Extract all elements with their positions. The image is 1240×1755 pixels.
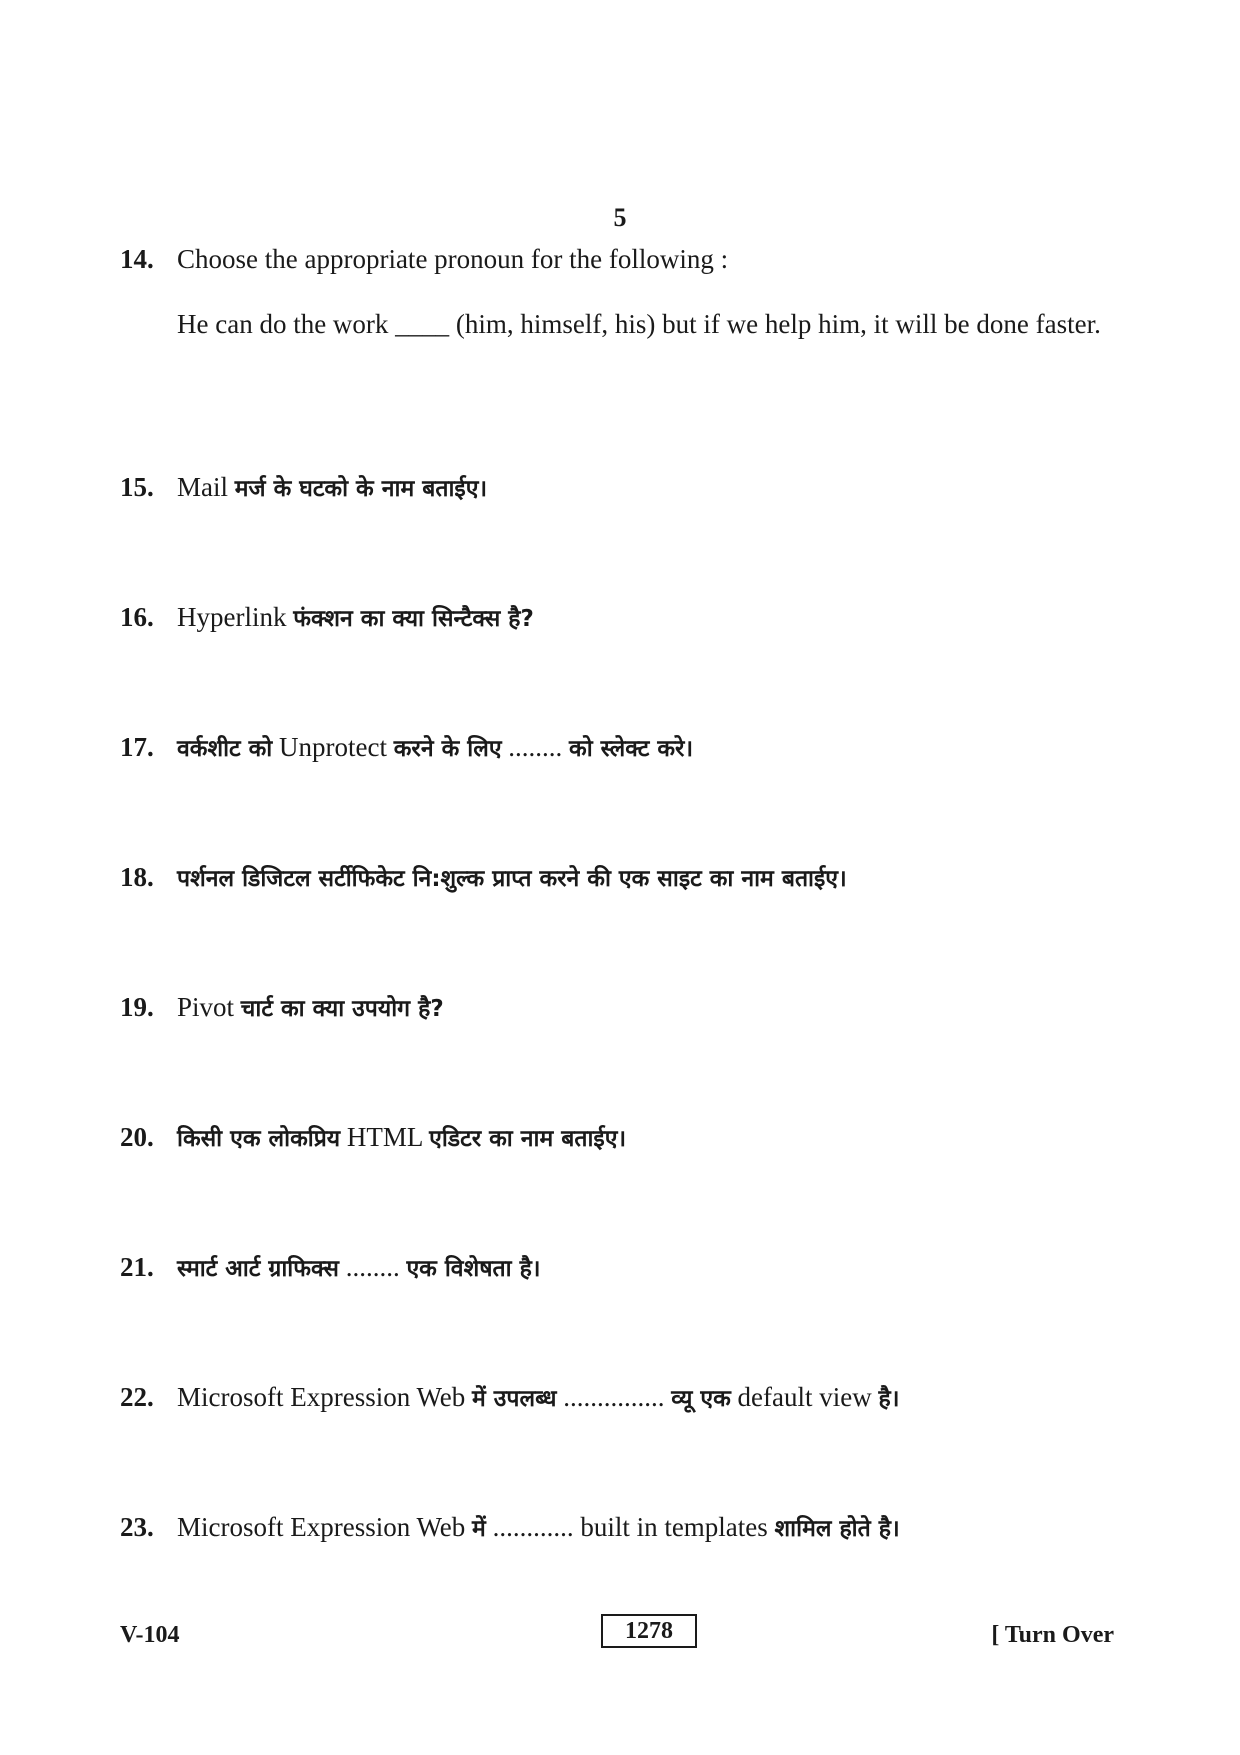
- question-english-text: Microsoft Expression Web: [177, 1512, 466, 1542]
- question-english-text: built in templates: [580, 1512, 768, 1542]
- question-number: 17.: [120, 732, 154, 762]
- question-text: [177, 1510, 1125, 1546]
- question-english-text: Mail: [177, 472, 228, 502]
- question-hindi-text: को स्लेक्ट करे।: [569, 736, 694, 762]
- question-17: [120, 730, 1125, 766]
- question-number: 16.: [120, 602, 154, 632]
- question-20: [120, 1120, 1125, 1156]
- question-hindi-text: स्मार्ट आर्ट ग्राफिक्स: [177, 1256, 339, 1282]
- question-text: [177, 730, 1125, 766]
- question-hindi-text: वर्कशीट को: [177, 736, 273, 762]
- question-text: [177, 1120, 1125, 1156]
- question-text: [177, 1250, 1125, 1286]
- question-english-text: default view: [737, 1382, 872, 1412]
- question-hindi-text: पर्शनल डिजिटल सर्टीफिकेट नि:शुल्क प्राप्त करने की एक साइट का नाम बताईए।: [177, 866, 847, 892]
- question-hindi-text: फंक्शन का क्या सिन्टैक्स है?: [293, 606, 534, 632]
- question-15: [120, 470, 1125, 506]
- question-21: [120, 1250, 1125, 1286]
- question-english-text: Hyperlink: [177, 602, 287, 632]
- question-hindi-text: करने के लिए: [393, 736, 502, 762]
- paper-code: V-104: [120, 1622, 180, 1648]
- question-16: [120, 600, 1125, 636]
- question-number: 14.: [120, 244, 154, 274]
- question-23: [120, 1510, 1125, 1546]
- question-22: [120, 1380, 1125, 1416]
- question-hindi-text: मर्ज के घटको के नाम बताईए।: [234, 476, 488, 502]
- question-hindi-text: व्यू एक: [671, 1386, 731, 1412]
- question-text: [177, 1380, 1125, 1416]
- question-text: [177, 990, 1125, 1026]
- question-hindi-text: शामिल होते है।: [774, 1516, 900, 1542]
- question-text: [177, 860, 1125, 896]
- question-number: 19.: [120, 992, 154, 1022]
- question-text: Choose the appropriate pronoun for the following :: [177, 244, 729, 274]
- paper-number-box: 1278: [601, 1614, 697, 1648]
- question-english-text: Microsoft Expression Web: [177, 1382, 466, 1412]
- question-english-text: Unprotect: [279, 732, 387, 762]
- blank-dots: ............: [492, 1512, 574, 1542]
- page-number: 5: [613, 203, 627, 232]
- question-hindi-text: में: [472, 1516, 486, 1542]
- question-number: 20.: [120, 1122, 154, 1152]
- question-hindi-text: चार्ट का क्या उपयोग है?: [240, 996, 444, 1022]
- question-14: [120, 242, 1125, 342]
- question-hindi-text: एक विशेषता है।: [406, 1256, 541, 1282]
- question-english-text: Pivot: [177, 992, 235, 1022]
- blank-dots: ........: [345, 1252, 400, 1282]
- question-english-text: HTML: [346, 1122, 423, 1152]
- blank-dots: ...............: [563, 1382, 665, 1412]
- question-number: 22.: [120, 1382, 154, 1412]
- question-number: 23.: [120, 1512, 154, 1542]
- question-hindi-text: में उपलब्ध: [472, 1386, 557, 1412]
- question-19: [120, 990, 1125, 1026]
- question-number: 18.: [120, 862, 154, 892]
- question-text: [177, 470, 1125, 506]
- turn-over-label: [ Turn Over: [991, 1622, 1114, 1648]
- question-sentence: He can do the work ____ (him, himself, his) but if we help him, it will be done faster.: [177, 309, 1101, 339]
- question-18: [120, 860, 1125, 896]
- blank-dots: ........: [508, 732, 563, 762]
- question-hindi-text: किसी एक लोकप्रिय: [177, 1126, 341, 1152]
- question-hindi-text: एडिटर का नाम बताईए।: [429, 1126, 627, 1152]
- question-text: [177, 600, 1125, 636]
- question-number: 15.: [120, 472, 154, 502]
- question-hindi-text: है।: [878, 1386, 900, 1412]
- question-number: 21.: [120, 1252, 154, 1282]
